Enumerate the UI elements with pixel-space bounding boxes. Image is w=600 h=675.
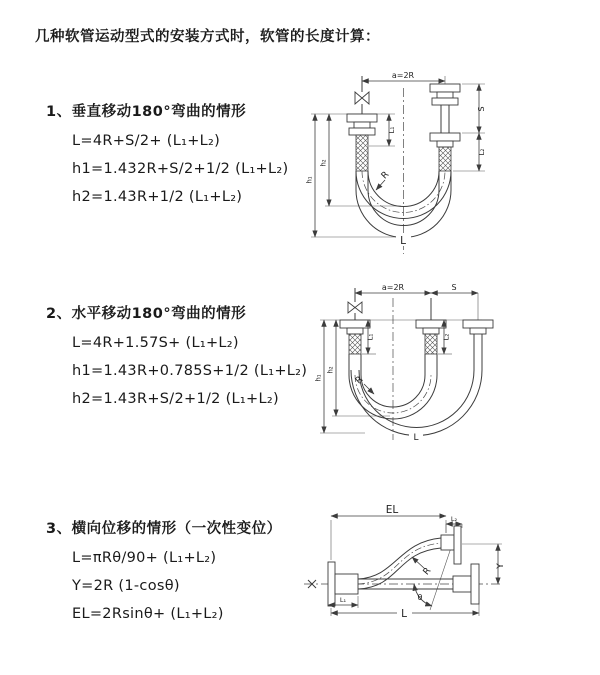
flange-plate xyxy=(328,562,335,606)
formula-line: h2=1.43R+S/2+1/2 (L₁+L₂) xyxy=(72,391,279,407)
right-pipe-assembly xyxy=(463,320,493,370)
middle-pipe-assembly xyxy=(416,298,446,354)
braided-hose-section xyxy=(425,334,437,354)
formula-line: Y=2R (1-cosθ) xyxy=(72,578,180,594)
dimensions xyxy=(306,71,487,247)
braided-hose-section xyxy=(356,135,368,171)
section-horizontal-movement xyxy=(46,302,307,413)
dim-label-a2r: a=2R xyxy=(381,283,405,292)
dim-label-l2: L₂ xyxy=(442,333,451,341)
flange-plate xyxy=(454,526,461,564)
length-label: L xyxy=(413,433,419,443)
formula-line: L=4R+S/2+ (L₁+L₂) xyxy=(72,133,221,149)
radius-label: R xyxy=(379,169,392,182)
right-pipe-assembly xyxy=(430,84,460,171)
section-vertical-movement xyxy=(46,100,288,211)
hose-u-bend xyxy=(349,354,482,436)
flange-plate xyxy=(471,564,479,604)
dim-label-l1: L₁ xyxy=(339,596,347,604)
dim-label-h1: h₁ xyxy=(305,176,314,184)
dim-label-l1: L₁ xyxy=(366,333,375,341)
section-2-heading: 2、水平移动180°弯曲的情形 xyxy=(46,306,247,322)
diagram-vertical-180-bend xyxy=(303,68,593,263)
dim-label-l2: L₂ xyxy=(478,148,486,156)
left-pipe-assembly xyxy=(347,76,377,171)
dim-label-h2: h₂ xyxy=(319,159,328,167)
extension-lines xyxy=(311,76,485,237)
braided-hose-section xyxy=(439,147,451,171)
dim-label-l2: L₂ xyxy=(450,515,458,523)
dim-label-s: S xyxy=(451,283,457,292)
formula-line: h1=1.432R+S/2+1/2 (L₁+L₂) xyxy=(72,161,289,177)
radius-label: R xyxy=(353,374,366,387)
dim-label-h2: h₂ xyxy=(326,366,335,374)
dim-label-a2r: a=2R xyxy=(391,71,415,80)
section-3-formulas xyxy=(46,544,282,628)
diagram-horizontal-180-bend xyxy=(310,280,595,448)
formula-line: EL=2Rsinθ+ (L₁+L₂) xyxy=(72,606,224,622)
length-label: L xyxy=(400,235,406,247)
section-1-formulas xyxy=(46,127,288,211)
section-3-heading: 3、横向位移的情形（一次性变位） xyxy=(46,521,282,537)
dim-label-h1: h₁ xyxy=(314,374,323,382)
angle-label-theta: θ xyxy=(417,593,423,602)
formula-line: L=4R+1.57S+ (L₁+L₂) xyxy=(72,335,239,351)
left-pipe-assembly xyxy=(340,288,370,354)
section-2-formulas xyxy=(46,329,307,413)
section-1-heading: 1、垂直移动180°弯曲的情形 xyxy=(46,104,247,120)
radius-label: R xyxy=(421,566,434,578)
displaced-hose-position xyxy=(358,526,461,589)
dim-label-y: Y xyxy=(496,563,506,569)
valve-icon xyxy=(355,92,369,104)
formula-line: h2=1.43R+1/2 (L₁+L₂) xyxy=(72,189,243,205)
valve-icon xyxy=(348,302,362,313)
formula-line: L=πRθ/90+ (L₁+L₂) xyxy=(72,550,217,566)
dim-label-l1: L₁ xyxy=(388,126,396,134)
dim-label-el: EL xyxy=(385,504,399,516)
dim-label-s: S xyxy=(477,106,486,112)
length-label: L xyxy=(401,608,407,620)
braided-hose-section xyxy=(349,334,361,354)
page-title: 几种软管运动型式的安装方式时，软管的长度计算： xyxy=(35,29,380,45)
section-lateral-displacement xyxy=(46,517,282,628)
diagram-lateral-displacement xyxy=(296,500,596,648)
formula-line: h1=1.43R+0.785S+1/2 (L₁+L₂) xyxy=(72,363,308,379)
